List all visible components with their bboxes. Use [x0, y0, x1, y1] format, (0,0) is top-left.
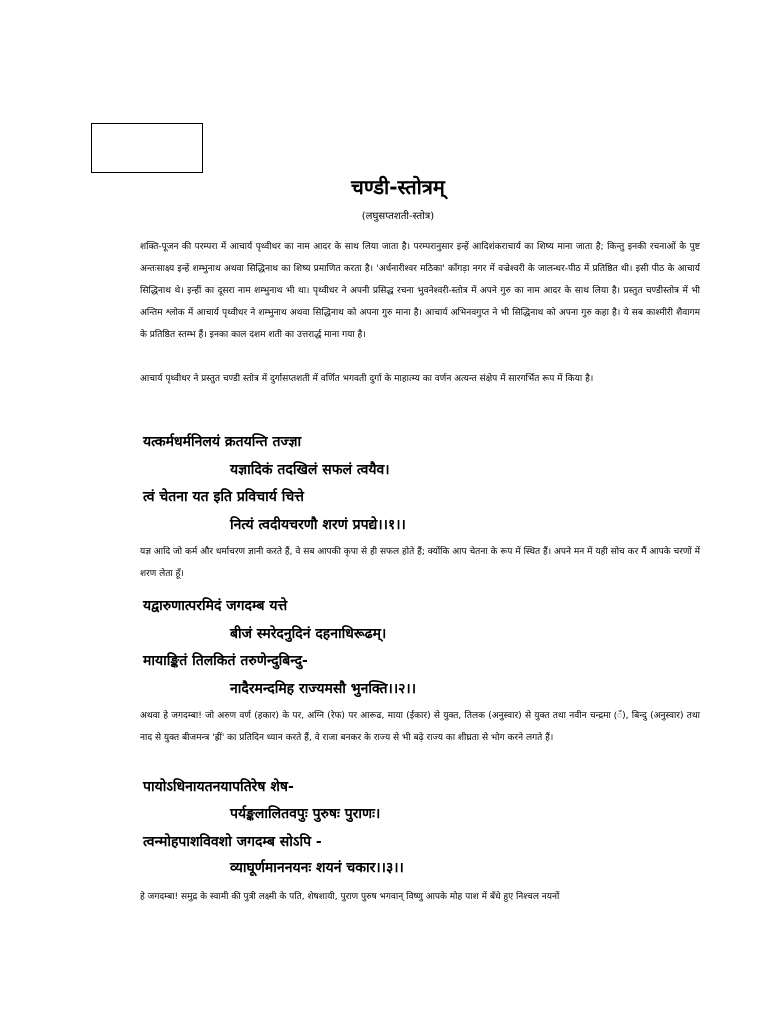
verse-3-line-1: पायोऽधिनायतनयापतिरेष शेष-	[143, 779, 294, 795]
verse-2-line-1: यद्वारुणात्परमिदं जगदम्ब यत्ते	[143, 598, 288, 614]
verse-1-line-1: यत्कर्मधर्मनिलयं क्रतयन्ति तज्ज्ञा	[143, 434, 302, 450]
page-title: चण्डी-स्तोत्रम्	[351, 175, 445, 199]
verse-2-line-2: बीजं स्मरेदनुदिनं दहनाधिरूढम्।	[230, 626, 387, 642]
verse-3-meaning: हे जगदम्बा! समुद्र के स्वामी की पुत्री लक्ष्मी के पति, शेषशायी, पुराण पुरुष भगवान् विष्णु आपके मोह पाश में बँधे हुए निश्चल नयनों	[140, 892, 560, 902]
verse-1-line-2: यज्ञादिकं तदखिलं सफलं त्वयैव।	[230, 462, 390, 478]
verse-3-line-4: व्याघूर्णमाननयनः शयनं चकार।।३।।	[230, 860, 404, 876]
verse-1-line-4: नित्यं त्वदीयचरणौ शरणं प्रपद्ये।।१।।	[230, 517, 406, 533]
verse-3-line-3: त्वन्मोहपाशविवशो जगदम्ब सोऽपि -	[143, 834, 322, 850]
intro-paragraph-2: आचार्य पृथ्वीधर ने प्रस्तुत चण्डी स्तोत्र में दुर्गासप्तशती में वर्णित भगवती दुर्गा के माहात्म्य का वर्णन अत्यन्त संक्षेप में सारगर्भित रूप में किया है।	[140, 374, 594, 384]
verse-2-line-3: मायाङ्कितं तिलकितं तरुणेन्दुबिन्दु-	[143, 653, 308, 669]
blank-box	[91, 123, 203, 173]
verse-2-line-4: नादैरमन्दमिह राज्यमसौ भुनक्ति।।२।।	[230, 681, 417, 697]
intro-paragraph-1: शक्ति-पूजन की परम्परा में आचार्य पृथ्वीधर का नाम आदर के साथ लिया जाता है। परम्परानुसार इन्हें आदिशंकराचार्य का शिष्य माना जाता है; किन्तु इनकी रचनाओं के पुष्ट अन्तःसाक्ष्य इन्हें शम्भुनाथ अथवा सिद्धिनाथ का शिष्य प्रमाणित करता है। 'अर्धनारीश्वर मठिका' काँगड़ा नगर में वज्रेश्वरी के जालन्धर-पीठ में प्रतिष्ठित थी। इसी पीठ के आचार्य सिद्धिनाथ थे। इन्हीं का दूसरा नाम शम्भुनाथ भी था। पृथ्वीधर ने अपनी प्रसिद्ध रचना भुवनेश्वरी-स्तोत्र में अपने गुरु का नाम आदर के साथ लिया है। प्रस्तुत चण्डीस्तोत्र में भी अन्तिम श्लोक में आचार्य पृथ्वीधर ने शम्भुनाथ अथवा सिद्धिनाथ को अपना गुरु माना है। आचार्य अभिनवगुप्त ने भी सिद्धिनाथ को अपना गुरु कहा है। ये सब काश्मीरी शैवागम के प्रतिष्ठित स्तम्भ हैं। इनका काल दशम शती का उत्तरार्द्ध माना गया है।	[140, 242, 700, 340]
verse-3-line-2: पर्यङ्कलालितवपुः पुरुषः पुराणः।	[230, 806, 381, 822]
verse-2-meaning: अथवा हे जगदम्बा! जो अरुण वर्ण (हकार) के पर, अग्नि (रेफ) पर आरूढ, माया (ईकार) से युक्त, तिलक (अनुस्वार) से युक्त तथा नवीन चन्द्रमा (ँ), बिन्दु (अनुस्वार) तथा नाद से युक्त बीजमन्त्र 'ह्रीं' का प्रतिदिन ध्यान करते हैं, वे राजा बनकर के राज्य से भी बढ़े राज्य का शीघ्रता से भोग करने लगते हैं।	[140, 711, 700, 743]
verse-1-line-3: त्वं चेतना यत इति प्रविचार्य चित्ते	[143, 489, 304, 505]
verse-1-meaning: यज्ञ आदि जो कर्म और धर्माचरण ज्ञानी करते हैं, वे सब आपकी कृपा से ही सफल होते हैं; क्योंकि आप चेतना के रूप में स्थित हैं। अपने मन में यही सोच कर मैं आपके चरणों में शरण लेता हूँ।	[140, 547, 700, 579]
page-subtitle: (लघुसप्तशती-स्तोत्र)	[361, 211, 435, 222]
